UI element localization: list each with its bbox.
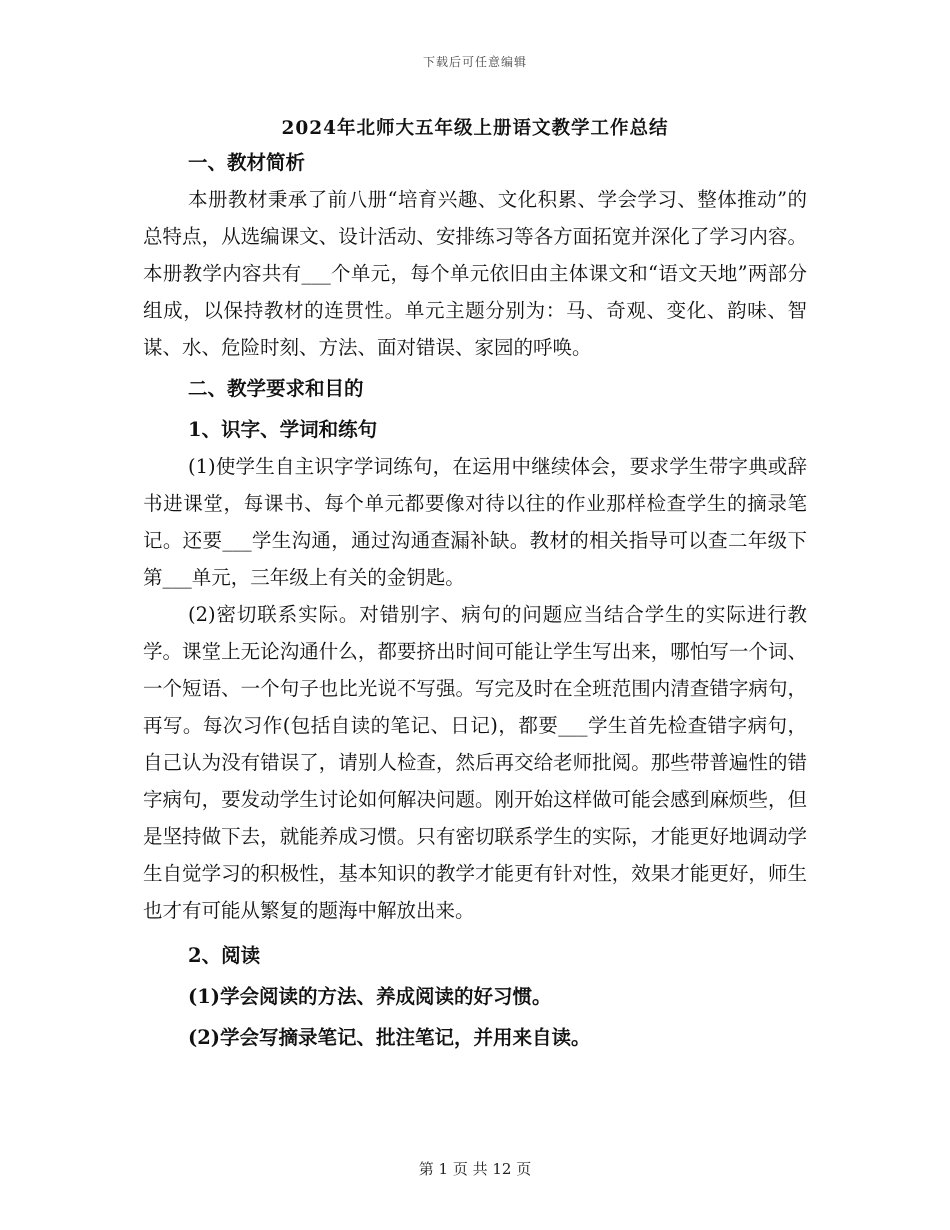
section-heading-teaching-goals: 二、教学要求和目的 bbox=[188, 377, 364, 400]
document-title: 2024年北师大五年级上册语文教学工作总结 bbox=[281, 118, 669, 139]
paragraph-literacy-2: (2)密切联系实际。对错别字、病句的问题应当结合学生的实际进行教学。课堂上无论沟通什么，都要挤出时间可能让学生写出来，哪怕写一个词、一个短语、一个句子也比光说不写强。写完及时在全班范围内清查错字病句，再写。每次习作(包括自读的笔记、日记)，都要___学生首先检查错字病句，自己认为没有错误了，请别人检查，然后再交给老师批阅。那些带普遍性的错字病句，要发动学生讨论如何解决问题。刚开始这样做可能会感到麻烦些，但是坚持做下去，就能养成习惯。只有密切联系学生的实际，才能更好地调动学生自觉学习的积极性，基本知识的教学才能更有针对性，效果才能更好，师生也才有可能从繁复的题海中解放出来。 bbox=[143, 603, 807, 922]
reading-item-1: (1)学会阅读的方法、养成阅读的好习惯。 bbox=[188, 985, 552, 1008]
subheading-reading: 2、阅读 bbox=[188, 944, 261, 967]
document-body bbox=[143, 144, 807, 1056]
paragraph-textbook-analysis: 本册教材秉承了前八册“培育兴趣、文化积累、学会学习、整体推动”的总特点，从选编课文、设计活动、安排练习等各方面拓宽并深化了学习内容。本册教学内容共有___个单元，每个单元依旧由主体课文和“语文天地”两部分组成，以保持教材的连贯性。单元主题分别为：马、奇观、变化、韵味、智谋、水、危险时刻、方法、面对错误、家园的呼唤。 bbox=[143, 188, 807, 359]
reading-item-2: (2)学会写摘录笔记、批注笔记，并用来自读。 bbox=[188, 1026, 591, 1049]
subheading-literacy: 1、识字、学词和练句 bbox=[188, 418, 378, 441]
page-footer: 第 1 页 共 12 页 bbox=[418, 1160, 532, 1178]
paragraph-literacy-1: (1)使学生自主识字学词练句，在运用中继续体会，要求学生带字典或辞书进课堂，每课书、每个单元都要像对待以往的作业那样检查学生的摘录笔记。还要___学生沟通，通过沟通查漏补缺。教材的相关指导可以查二年级下第___单元，三年级上有关的金钥匙。 bbox=[143, 455, 807, 589]
header-note: 下载后可任意编辑 bbox=[422, 55, 527, 69]
section-heading-textbook-analysis: 一、教材简析 bbox=[188, 151, 306, 174]
